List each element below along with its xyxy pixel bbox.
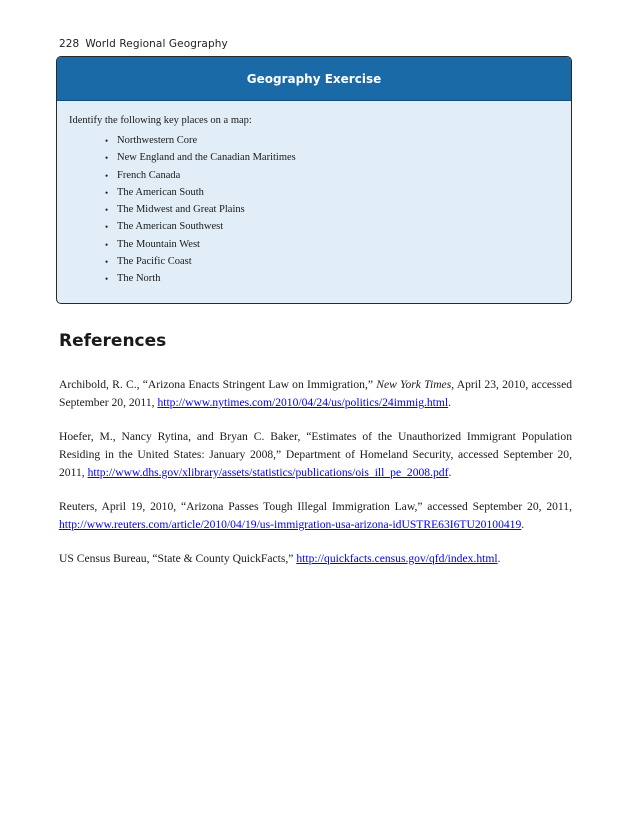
key-places-list [69,135,559,285]
reference-entry [59,550,572,568]
bullet-icon: • [105,222,109,233]
bullet-icon: • [105,274,109,285]
bullet-icon: • [105,205,109,216]
list-item-text: Northwestern Core [117,135,198,146]
list-item [105,152,559,164]
list-item-text: The Mountain West [117,238,200,250]
reference-publication: New York Times [376,378,452,391]
bullet-icon: • [105,257,109,268]
list-item [105,186,559,199]
list-item-text: The Midwest and Great Plains [117,204,245,216]
reference-punctuation: . [448,396,452,409]
reference-link[interactable]: http://www.dhs.gov/xlibrary/assets/statistics/publications/ois_ill_pe_2008.pdf [87,466,449,479]
reference-entry [59,498,572,534]
exercise-body [57,101,571,285]
list-item-text: The North [117,273,161,285]
list-item-text: The American South [117,186,204,198]
list-item-text: The American Southwest [117,221,224,233]
reference-text: , April 23, 2010, accessed September 20, 2011, [59,378,573,409]
list-item-text: The Pacific Coast [117,256,192,268]
geography-exercise-box [56,56,572,304]
reference-entry [59,428,572,482]
reference-link[interactable]: http://www.nytimes.com/2010/04/24/us/politics/24immig.html [157,396,449,409]
running-header [59,38,228,50]
reference-entry [59,376,572,412]
reference-text: US Census Bureau, “State & County QuickFacts,” [59,552,297,565]
reference-punctuation: . [448,466,452,479]
reference-link[interactable]: http://www.reuters.com/article/2010/04/19/us-immigration-usa-arizona-idUSTRE63I6TU20100419 [59,518,522,531]
list-item [105,204,559,216]
reference-text: Archibold, R. C., “Arizona Enacts Stringent Law on Immigration,” [59,378,377,391]
bullet-icon: • [105,153,109,164]
reference-text: Hoefer, M., Nancy Rytina, and Bryan C. Baker, “Estimates of the Unauthorized Immigrant Population Residing in the United States: January 2008,” Department of Homeland Security, accessed September 20, 2011, [59,430,572,479]
bullet-icon: • [105,136,109,146]
list-item [105,256,559,268]
reference-punctuation: . [521,518,525,531]
page-number: 228 [59,38,80,50]
list-item-text: French Canada [117,169,181,181]
list-item [105,221,559,233]
bullet-icon: • [105,187,109,198]
bullet-icon: • [105,170,109,181]
list-item [105,273,559,285]
exercise-header [57,57,571,101]
list-item-text: New England and the Canadian Maritimes [117,152,296,164]
references-heading: References [59,331,167,351]
book-title: World Regional Geography [85,38,228,50]
reference-punctuation: . [497,552,501,565]
bullet-icon: • [105,239,109,250]
reference-link[interactable]: http://quickfacts.census.gov/qfd/index.html [296,552,498,565]
list-item [105,238,559,251]
references-list [59,376,572,584]
reference-text: Reuters, April 19, 2010, “Arizona Passes Tough Illegal Immigration Law,” accessed September 20, 2011, [59,500,572,513]
exercise-intro: Identify the following key places on a map: [69,115,252,126]
list-item [105,135,559,147]
exercise-title: Geography Exercise [246,71,382,86]
list-item [105,169,559,182]
